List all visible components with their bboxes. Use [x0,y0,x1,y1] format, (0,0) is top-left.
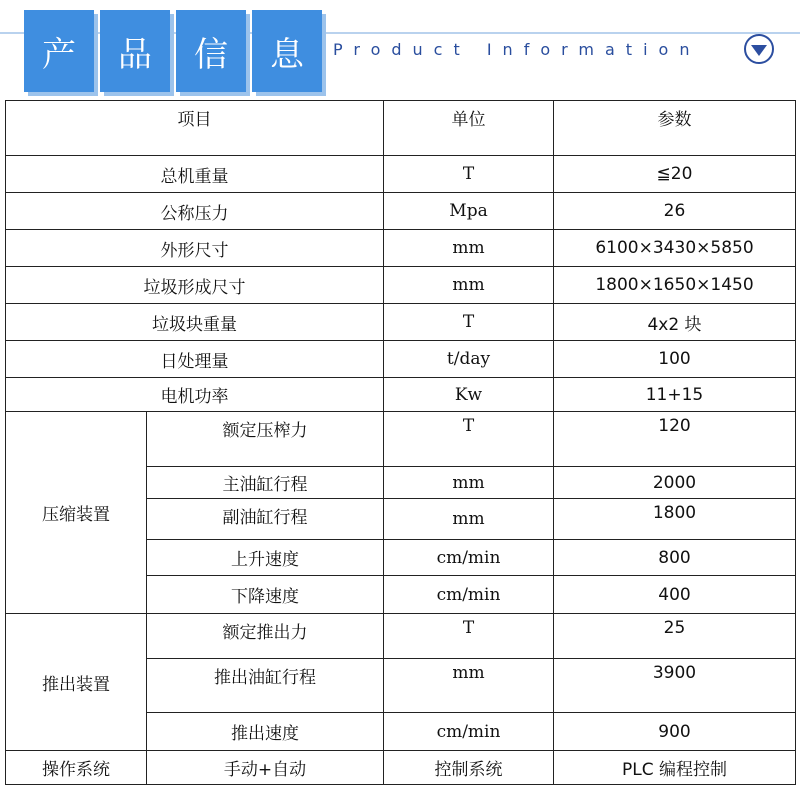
row-item: 电机功率 [6,378,384,412]
table-row [6,341,796,378]
table-row [6,412,796,467]
row-value: 11+15 [554,378,796,412]
row-unit: t/day [384,341,554,378]
row-item: 总机重量 [6,156,384,193]
row-item: 垃圾块重量 [6,304,384,341]
table-row [6,193,796,230]
row-value: 26 [554,193,796,230]
header-unit: 单位 [384,101,554,156]
row-unit: mm [384,499,554,540]
control-system-value: PLC 编程控制 [554,751,796,785]
row-value: 1800×1650×1450 [554,267,796,304]
row-unit: cm/min [384,540,554,576]
row-unit: Kw [384,378,554,412]
row-item: 下降速度 [147,576,384,614]
row-value: 120 [554,412,796,467]
row-unit: T [384,614,554,659]
operation-system-value: 手动+自动 [147,751,384,785]
row-item: 日处理量 [6,341,384,378]
row-value: 800 [554,540,796,576]
row-item: 垃圾形成尺寸 [6,267,384,304]
group-label-compression: 压缩装置 [6,412,147,614]
row-value: 2000 [554,467,796,499]
product-spec-table [5,100,796,785]
row-item: 副油缸行程 [147,499,384,540]
row-item: 外形尺寸 [6,230,384,267]
table-header-row [6,101,796,156]
row-item: 推出速度 [147,713,384,751]
row-unit: cm/min [384,713,554,751]
table-row [6,304,796,341]
row-value: 900 [554,713,796,751]
control-system-label: 控制系统 [384,751,554,785]
table-row [6,156,796,193]
row-unit: mm [384,467,554,499]
expand-button[interactable] [744,34,774,64]
row-value: 100 [554,341,796,378]
table-row [6,614,796,659]
row-value: ≦20 [554,156,796,193]
title-char: 息 [270,34,304,75]
row-value: 6100×3430×5850 [554,230,796,267]
table-row [6,378,796,412]
title-char: 产 [42,34,76,75]
header-value: 参数 [554,101,796,156]
table-row [6,267,796,304]
row-unit: T [384,156,554,193]
row-value: 400 [554,576,796,614]
row-unit: mm [384,267,554,304]
row-item: 额定推出力 [147,614,384,659]
title-char: 信 [194,34,228,75]
group-label-push: 推出装置 [6,614,147,751]
title-tile-1 [24,10,94,92]
title-char: 品 [118,34,152,75]
row-item: 额定压榨力 [147,412,384,467]
row-unit: mm [384,659,554,713]
title-tile-3 [176,10,246,92]
row-unit: Mpa [384,193,554,230]
row-item: 公称压力 [6,193,384,230]
row-item: 上升速度 [147,540,384,576]
row-item: 推出油缸行程 [147,659,384,713]
row-value: 3900 [554,659,796,713]
chevron-down-circle-icon [751,45,767,56]
row-item: 主油缸行程 [147,467,384,499]
row-unit: mm [384,230,554,267]
row-unit: cm/min [384,576,554,614]
row-value: 25 [554,614,796,659]
row-value: 1800 [554,499,796,540]
row-unit: T [384,412,554,467]
table-row-operation [6,751,796,785]
table-row [6,230,796,267]
title-tile-4 [252,10,322,92]
header-subtitle: Product Information [333,40,701,59]
header-item: 项目 [6,101,384,156]
row-unit: T [384,304,554,341]
title-tile-2 [100,10,170,92]
operation-system-label: 操作系统 [6,751,147,785]
row-value: 4x2 块 [554,304,796,341]
